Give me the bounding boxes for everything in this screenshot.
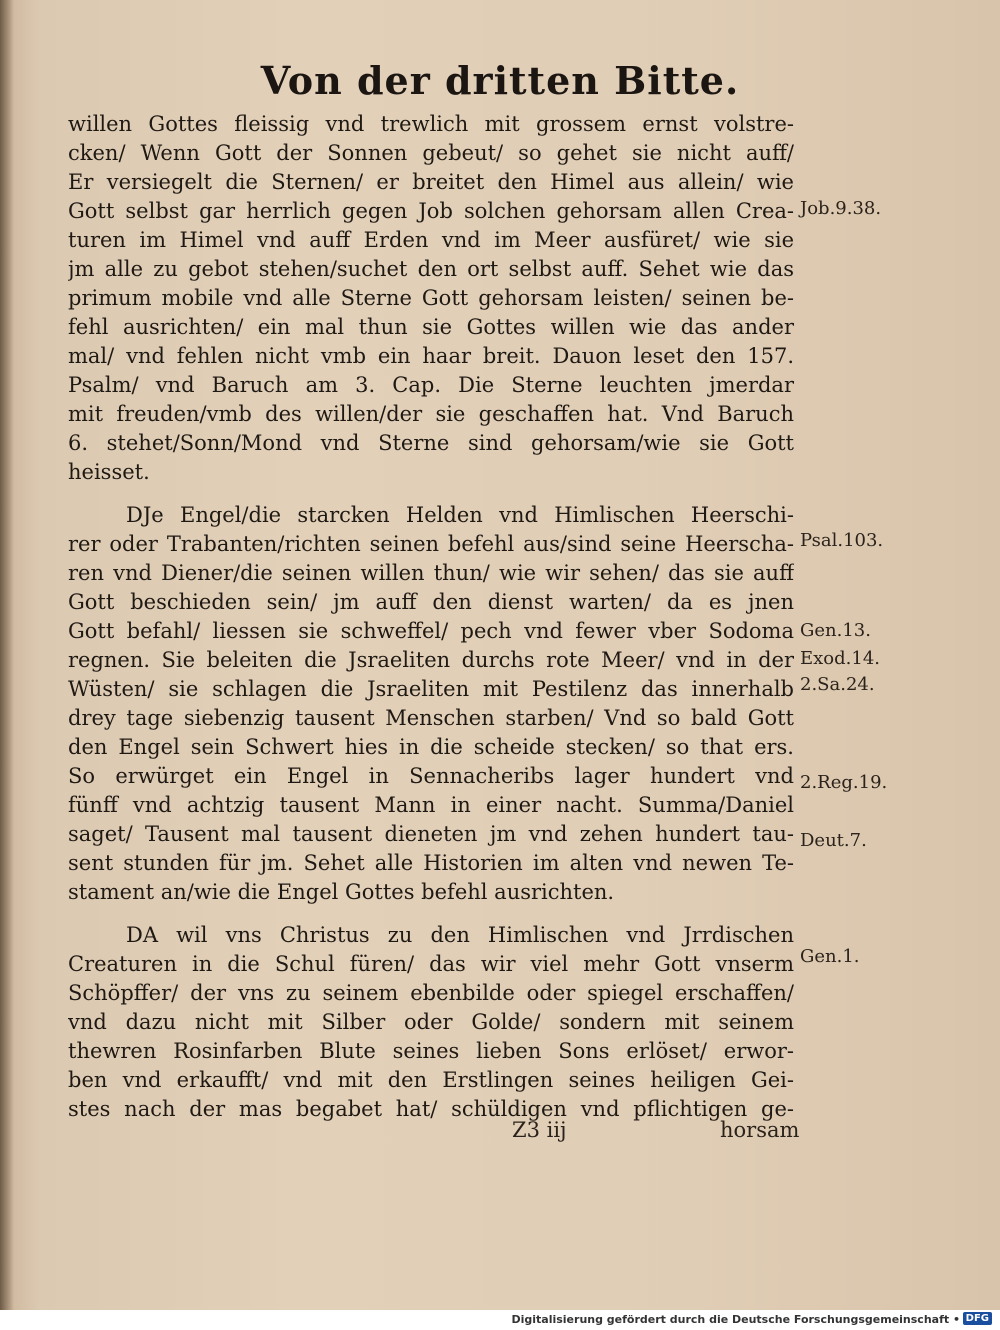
text-line: 6. stehet/Sonn/Mond vnd Sterne sind gehorsam/wie sie Gott bbox=[68, 431, 794, 455]
text-line: Gott befahl/ liessen sie schweffel/ pech vnd fewer vber Sodoma bbox=[68, 619, 794, 643]
credit-bar bbox=[0, 1310, 1000, 1330]
text-line: Creaturen in die Schul füren/ das wir viel mehr Gott vnserm bbox=[68, 952, 794, 976]
text-line: Er versiegelt die Sternen/ er breitet den Himel aus allein/ wie bbox=[68, 170, 794, 194]
text-line: mal/ vnd fehlen nicht vmb ein haar breit. Dauon leset den 157. bbox=[68, 344, 794, 368]
text-line: willen Gottes fleissig vnd trewlich mit grossem ernst volstre- bbox=[68, 112, 794, 136]
paragraph-1 bbox=[68, 110, 794, 487]
text-line: Gott beschieden sein/ jm auff den dienst warten/ da es jnen bbox=[68, 590, 794, 614]
text-line: stes nach der mas begabet hat/ schüldigen vnd pflichtigen ge- bbox=[68, 1097, 794, 1121]
text-line: ren vnd Diener/die seinen willen thun/ wie wir sehen/ das sie auff bbox=[68, 561, 794, 585]
text-line: Schöpffer/ der vns zu seinem ebenbilde oder spiegel erschaffen/ bbox=[68, 981, 794, 1005]
body-text bbox=[68, 110, 794, 1138]
text-line: primum mobile vnd alle Sterne Gott gehorsam leisten/ seinen be- bbox=[68, 286, 794, 310]
margin-note: 2.Sa.24. bbox=[800, 674, 875, 695]
text-line: jm alle zu gebot stehen/suchet den ort selbst auff. Sehet wie das bbox=[68, 257, 794, 281]
signature-mark: Z3 iij bbox=[512, 1118, 567, 1142]
margin-note: Psal.103. bbox=[800, 530, 884, 551]
paragraph-3 bbox=[68, 921, 794, 1124]
text-line: sent stunden für jm. Sehet alle Historien im alten vnd newen Te- bbox=[68, 851, 794, 875]
text-line: fehl ausrichten/ ein mal thun sie Gottes willen wie das ander bbox=[68, 315, 794, 339]
text-line: Wüsten/ sie schlagen die Jsraeliten mit Pestilenz das innerhalb bbox=[68, 677, 794, 701]
text-line: den Engel sein Schwert hies in die scheide stecken/ so that ers. bbox=[68, 735, 794, 759]
text-line: Gott selbst gar herrlich gegen Job solchen gehorsam allen Crea- bbox=[68, 199, 794, 223]
margin-note: Job.9.38. bbox=[800, 198, 882, 219]
margin-note: Deut.7. bbox=[800, 830, 867, 851]
margin-note: Gen.13. bbox=[800, 620, 871, 641]
text-line: heisset. bbox=[68, 460, 150, 484]
text-line: DA wil vns Christus zu den Himlischen vnd Jrrdischen bbox=[126, 923, 794, 947]
text-line: rer oder Trabanten/richten seinen befehl aus/sind seine Heerscha- bbox=[68, 532, 794, 556]
credit-text: Digitalisierung gefördert durch die Deutsche Forschungsgemeinschaft • bbox=[511, 1313, 960, 1326]
text-line: drey tage siebenzig tausent Menschen starben/ Vnd so bald Gott bbox=[68, 706, 794, 730]
page-footer bbox=[0, 1118, 1000, 1150]
margin-note: 2.Reg.19. bbox=[800, 772, 888, 793]
text-line: stament an/wie die Engel Gottes befehl ausrichten. bbox=[68, 880, 615, 904]
text-line: thewren Rosinfarben Blute seines lieben Sons erlöset/ erwor- bbox=[68, 1039, 794, 1063]
running-header: Von der dritten Bitte. bbox=[260, 58, 740, 103]
dfg-logo-icon: DFG bbox=[963, 1312, 992, 1325]
text-line: DJe Engel/die starcken Helden vnd Himlischen Heerschi- bbox=[126, 503, 794, 527]
page-binding-edge bbox=[0, 0, 14, 1310]
text-line: regnen. Sie beleiten die Jsraeliten durchs rote Meer/ vnd in der bbox=[68, 648, 794, 672]
text-line: So erwürget ein Engel in Sennacheribs lager hundert vnd bbox=[68, 764, 794, 788]
catchword: horsam bbox=[720, 1118, 800, 1142]
text-line: saget/ Tausent mal tausent dieneten jm vnd zehen hundert tau- bbox=[68, 822, 794, 846]
text-line: vnd dazu nicht mit Silber oder Golde/ sondern mit seinem bbox=[68, 1010, 794, 1034]
text-line: Psalm/ vnd Baruch am 3. Cap. Die Sterne leuchten jmerdar bbox=[68, 373, 794, 397]
text-line: ben vnd erkaufft/ vnd mit den Erstlingen seines heiligen Gei- bbox=[68, 1068, 794, 1092]
margin-note: Exod.14. bbox=[800, 648, 880, 669]
margin-note: Gen.1. bbox=[800, 946, 860, 967]
text-line: turen im Himel vnd auff Erden vnd im Meer ausfüret/ wie sie bbox=[68, 228, 794, 252]
text-line: mit freuden/vmb des willen/der sie geschaffen hat. Vnd Baruch bbox=[68, 402, 794, 426]
text-line: fünff vnd achtzig tausent Mann in einer nacht. Summa/Daniel bbox=[68, 793, 794, 817]
paragraph-2 bbox=[68, 501, 794, 907]
text-line: cken/ Wenn Gott der Sonnen gebeut/ so gehet sie nicht auff/ bbox=[68, 141, 794, 165]
